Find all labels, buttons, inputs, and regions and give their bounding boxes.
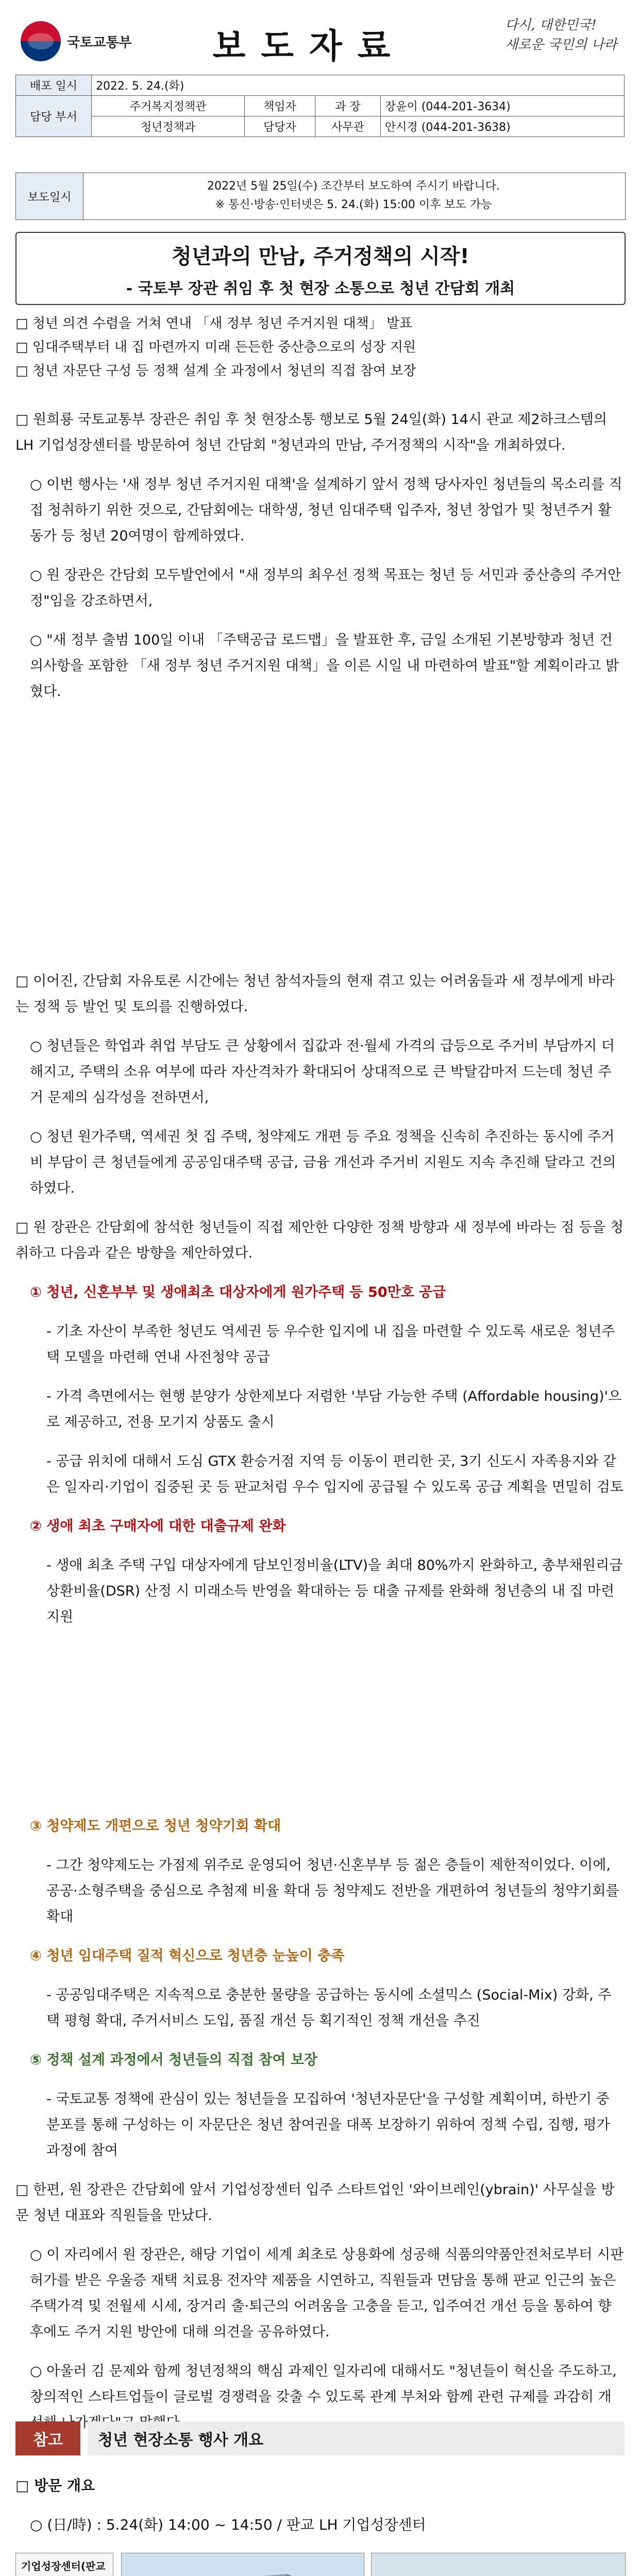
paragraph: ○ 청년 원가주택, 역세권 첫 집 주택, 청약제도 개편 등 주요 정책을 신속히 추진하는 동시에 주거비 부담이 큰 청년들에게 공공임대주택 공급, 금융 개선과 주거비 지원도 지속 추진해 달라고 건의하였다. xyxy=(30,1129,616,1196)
aerial-illustration xyxy=(372,2553,625,2576)
point-heading: ⑤ 정책 설계 과정에서 청년들의 직접 참여 보장 xyxy=(30,2052,318,2068)
paragraph: ○ 청년들은 학업과 취업 부담도 큰 상황에서 집값과 전·월세 가격의 급등으로 주거비 부담까지 더해지고, 주택의 소유 여부에 따라 자산격차가 확대되어 상대적으로 큰 박탈감마저 드는데 청년 주거 문제의 심각성을 전하면서, xyxy=(30,1038,615,1106)
release-date-label: 배포 일시 xyxy=(16,75,92,96)
paragraph: ○ 원 장관은 간담회 모두발언에서 "새 정부의 최우선 정책 목표는 청년 등 서민과 중산층의 주거안정"임을 강조하면서, xyxy=(30,567,621,609)
taegeuk-icon xyxy=(21,21,61,61)
venue-info-title: 기업성장센터(판교 xyxy=(21,2560,106,2572)
summary-item: □ 임대주택부터 내 집 마련까지 미래 든든한 중산층으로의 성장 지원 xyxy=(15,340,416,355)
building-photo xyxy=(121,2553,364,2576)
body-section-3 xyxy=(15,1814,625,2449)
dept2: 청년정책과 xyxy=(92,116,245,137)
headline-subtitle: - 국토부 장관 취임 후 첫 현장 소통으로 청년 간담회 개최 xyxy=(126,280,515,298)
summary xyxy=(15,312,625,383)
paragraph: □ 이어진, 간담회 자유토론 시간에는 청년 참석자들의 현재 겪고 있는 어려움들과 새 정부에게 바라는 정책 등 발언 및 토의를 진행하였다. xyxy=(15,973,615,1015)
venue-photos xyxy=(15,2553,625,2576)
release-date-value: 2022. 5. 24.(화) xyxy=(92,75,625,96)
paragraph: ○ 아울러 김 문제와 함께 청년정책의 핵심 과제인 일자리에 대해서도 "청년들이 혁신을 주도하고, 창의적인 스타트업들이 글로벌 경쟁력을 갖출 수 있도록 관계 부처와 함께 관련 규제를 과감히 개 xyxy=(30,2363,617,2405)
slogan-line1: 다시, 대한민국! xyxy=(505,18,597,33)
overview-heading: □ 방문 개요 xyxy=(15,2477,95,2494)
paragraph: ○ 이 자리에서 원 장관은, 해당 기업이 세계 최초로 상용화에 성공해 식품의약품안전처로부터 시판허가를 받은 우울증 재택 치료용 전자약 제품을 시연하고, 직원들과 면담을 통해 판교 인근의 높은 주택가격 및 전월세 시세, 장거리 출·퇴근의 어려움을 고충을 듣고, 입주여건 개선 등을 통하여 향후에도 주거 지원 방안에 대해 의견을 공유하였다. xyxy=(30,2247,624,2340)
name2: 안시경 (044-201-3638) xyxy=(381,116,625,137)
point-item: - 공공임대주택은 지속적으로 충분한 물량을 공급하는 동시에 소셜믹스 (Social-Mix) 강화, 주택 평형 확대, 주거서비스 도입, 품질 개선 등 획기적인 정책 개선을 추진 xyxy=(46,1987,612,2029)
title2: 사무관 xyxy=(315,116,381,137)
point-heading: ② 생애 최초 구매자에 대한 대출규제 완화 xyxy=(30,1518,286,1534)
point-item: - 기초 자산이 부족한 청년도 역세권 등 우수한 입지에 내 집을 마련할 수 있도록 새로운 청년주택 모델을 마련해 연내 사전청약 공급 xyxy=(46,1324,615,1365)
dept1: 주거복지정책관 xyxy=(92,96,245,116)
reference-tag: 참고 xyxy=(15,2421,80,2455)
dept-label: 담당 부서 xyxy=(16,96,92,137)
summary-item: □ 청년 의견 수렴을 거쳐 연내 「새 정부 청년 주거지원 대책」 발표 xyxy=(15,316,413,331)
header xyxy=(15,10,625,134)
role1: 책임자 xyxy=(245,96,315,116)
headline-title: 청년과의 만남, 주거정책의 시작! xyxy=(172,245,469,268)
role2: 담당자 xyxy=(245,116,315,137)
paragraph: ○ "새 정부 출범 100일 이내 「주택공급 로드맵」을 발표한 후, 금일 소개된 기본방향과 청년 건의사항을 포함한 「새 정부 청년 주거지원 대책」을 이른 시일 내 마련하여 발표"할 계획이라고 밝혔다. xyxy=(30,632,619,700)
paragraph: □ 원희룡 국토교통부 장관은 취임 후 첫 현장소통 행보로 5월 24일(화) 14시 관교 제2하크스템의 LH 기업성장센터를 방문하여 청년 간담회 "청년과의 만남, 주거정책의 시작"을 개최하였다. xyxy=(15,412,608,453)
point-item: - 가격 측면에서는 현행 분양가 상한제보다 저렴한 '부담 가능한 주택 (Affordable housing)'으로 제공하고, 전용 모기지 상품도 출시 xyxy=(46,1388,622,1430)
name1: 장윤이 (044-201-3634) xyxy=(381,96,625,116)
building-illustration xyxy=(122,2553,364,2576)
point-item: - 공급 위치에 대해서 도심 GTX 환승거점 지역 등 이동이 편리한 곳, 3기 신도시 자족용지와 같은 일자리·기업이 집중된 곳 등 판교처럼 우수 입지에 공급될 수 있도록 공급 계획을 면밀히 검토 xyxy=(46,1453,624,1495)
paragraph: ○ 이번 행사는 '새 정부 청년 주거지원 대책'을 설계하기 앞서 정책 당사자인 청년들의 목소리를 직접 청취하기 위한 것으로, 간담회에는 대학생, 청년 임대주택 입주자, 청년 창업가 및 청년주거 활동가 등 청년 20여명이 함께하였다. xyxy=(30,477,622,544)
reference-section-header xyxy=(15,2421,625,2455)
body-section-2 xyxy=(15,969,625,1643)
point-item: - 국토교통 정책에 관심이 있는 청년들을 모집하여 '청년자문단'을 구성할 계획이며, 하반기 중 분포를 통해 구성하는 이 자문단은 청년 참여권을 대폭 보장하기 위하여 정책 수립, 집행, 평가 과정에 참여 xyxy=(46,2091,610,2159)
slogan xyxy=(505,15,624,72)
paragraph: □ 한편, 원 장관은 간담회에 앞서 기업성장센터 입주 스타트업인 '와이브레인(ybrain)' 사무실을 방문 청년 대표와 직원들을 만났다. xyxy=(15,2182,615,2224)
headline-box xyxy=(15,232,626,305)
ministry-logo xyxy=(15,10,134,72)
aerial-photo xyxy=(371,2553,626,2576)
doc-title: 보도자료 xyxy=(212,25,406,66)
reference-title: 청년 현장소통 행사 개요 xyxy=(88,2421,625,2455)
venue-info-card xyxy=(15,2553,113,2576)
point-heading: ③ 청약제도 개편으로 청년 청약기회 확대 xyxy=(30,1818,281,1834)
title1: 과 장 xyxy=(315,96,381,116)
overview xyxy=(15,2473,625,2551)
point-item: - 그간 청약제도는 가점제 위주로 운영되어 청년·신혼부부 등 젊은 층들이 제한적이었다. 이에, 공공·소형주택을 중심으로 추첨제 비율 확대 등 청약제도 전반을 개편하여 청년들의 청약기회를 확대 xyxy=(46,1857,619,1925)
body-section-1 xyxy=(15,407,625,718)
doc-title-box xyxy=(144,14,474,71)
embargo-line1: 2022년 5월 25일(수) 조간부터 보도하여 주시기 바랍니다. xyxy=(207,180,500,193)
point-heading: ④ 청년 임대주택 질적 혁신으로 청년층 눈높이 충족 xyxy=(30,1948,345,1964)
embargo-label: 보도일시 xyxy=(16,173,83,219)
point-heading: ① 청년, 신혼부부 및 생애최초 대상자에게 원가주택 등 50만호 공급 xyxy=(30,1284,446,1300)
slogan-line2: 새로운 국민의 나라 xyxy=(505,37,617,53)
paragraph: □ 원 장관은 간담회에 참석한 청년들이 직접 제안한 다양한 정책 방향과 새 정부에 바라는 점 등을 청취하고 다음과 같은 방향을 제안하였다. xyxy=(15,1219,624,1261)
org-name: 국토교통부 xyxy=(67,35,132,50)
meta-table xyxy=(15,75,625,137)
embargo-line2: ※ 통신·방송·인터넷은 5. 24.(화) 15:00 이후 보도 가능 xyxy=(215,198,492,211)
overview-when: ○ (日/時) : 5.24(화) 14:00 ~ 14:50 / 판교 LH 기업성장센터 xyxy=(30,2516,426,2533)
point-item: - 생애 최초 주택 구입 대상자에게 담보인정비율(LTV)을 최대 80%까지 완화하고, 총부채원리금상환비율(DSR) 산정 시 미래소득 반영을 확대하는 등 대출 규제를 완화해 청년층의 내 집 마련 지원 xyxy=(46,1557,623,1625)
summary-item: □ 청년 자문단 구성 등 정책 설계 全 과정에서 청년의 직접 참여 보장 xyxy=(15,363,416,379)
embargo-notice xyxy=(15,173,626,220)
